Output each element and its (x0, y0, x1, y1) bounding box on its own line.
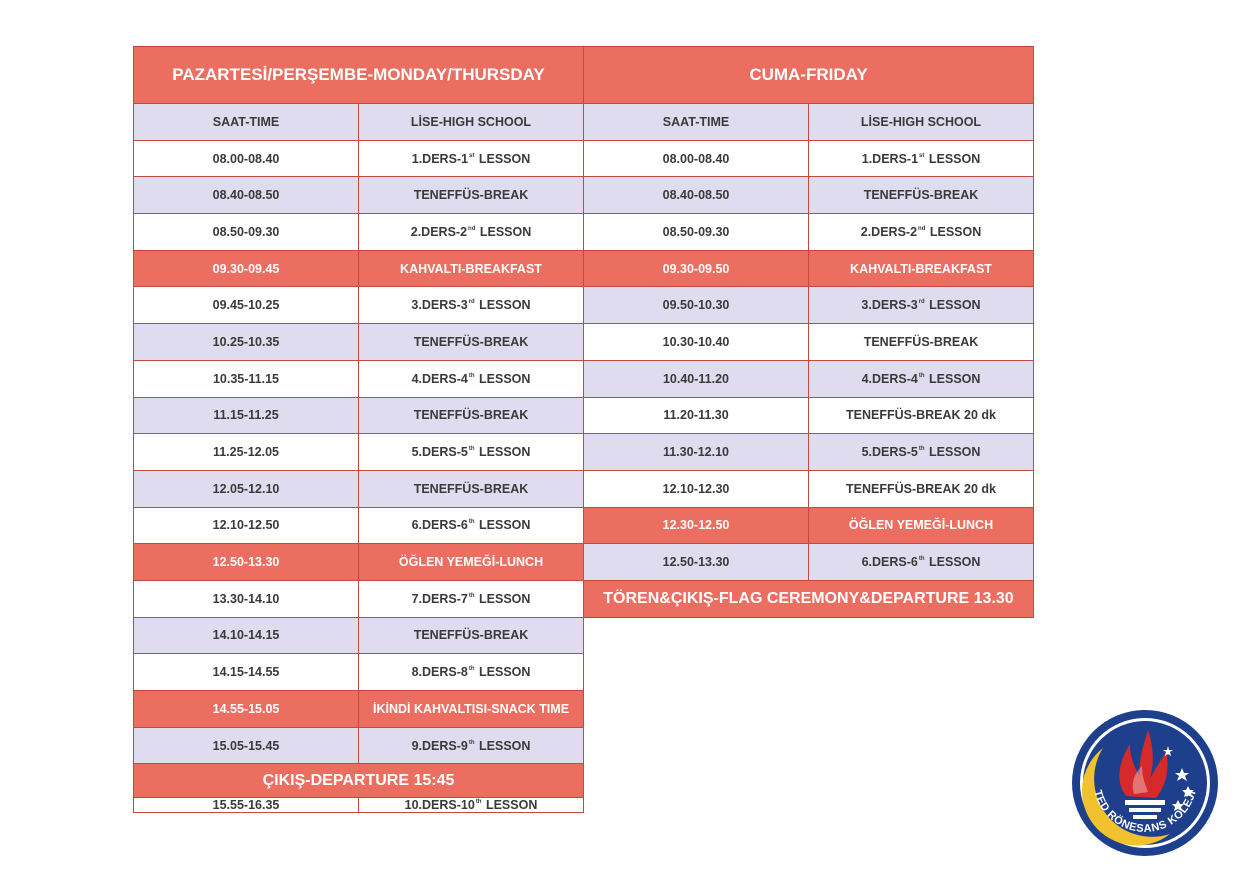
ordinal-suffix: th (468, 446, 475, 453)
activity-label: KAHVALTI-BREAKFAST (850, 261, 992, 276)
activity-cell (809, 287, 1034, 324)
time-cell: 12.50-13.30 (134, 544, 359, 581)
lesson-word: LESSON (925, 151, 981, 166)
time-cell: 11.20-11.30 (584, 398, 809, 435)
ordinal-suffix: th (468, 666, 475, 673)
ordinal-suffix: nd (918, 225, 926, 232)
activity-cell (809, 471, 1034, 508)
activity-cell (809, 324, 1034, 361)
column-header-school: LİSE-HIGH SCHOOL (809, 104, 1034, 141)
lesson-word: LESSON (925, 371, 981, 386)
ordinal-suffix: th (475, 799, 482, 806)
activity-label: 2.DERS-2 (860, 224, 918, 239)
column-header-school: LİSE-HIGH SCHOOL (359, 104, 584, 141)
time-cell: 12.10-12.30 (584, 471, 809, 508)
table-title: CUMA-FRIDAY (584, 47, 1034, 104)
ordinal-suffix: th (918, 556, 925, 563)
time-cell: 10.25-10.35 (134, 324, 359, 361)
ordinal-suffix: th (468, 739, 475, 746)
time-cell: 08.00-08.40 (584, 141, 809, 178)
activity-cell (809, 177, 1034, 214)
lesson-word: LESSON (475, 738, 531, 753)
activity-cell (809, 214, 1034, 251)
column-header-time: SAAT-TIME (584, 104, 809, 141)
activity-label: ÖĞLEN YEMEĞİ-LUNCH (398, 555, 544, 570)
ordinal-suffix: st (469, 152, 475, 159)
activity-cell (359, 398, 584, 435)
time-cell: 09.45-10.25 (134, 287, 359, 324)
time-cell: 14.55-15.05 (134, 691, 359, 728)
activity-cell (359, 251, 584, 288)
column-header-time: SAAT-TIME (134, 104, 359, 141)
time-cell: 09.30-09.50 (584, 251, 809, 288)
schedule-monday-thursday (133, 46, 584, 813)
activity-cell (359, 544, 584, 581)
activity-cell (359, 798, 584, 813)
ordinal-suffix: st (919, 152, 925, 159)
activity-cell (359, 728, 584, 765)
activity-label: 1.DERS-1 (861, 151, 919, 166)
ordinal-suffix: nd (468, 225, 476, 232)
activity-label: ÖĞLEN YEMEĞİ-LUNCH (848, 518, 994, 533)
lesson-word: LESSON (475, 151, 531, 166)
time-cell: 12.10-12.50 (134, 508, 359, 545)
activity-cell (359, 177, 584, 214)
time-cell: 09.50-10.30 (584, 287, 809, 324)
time-cell: 08.40-08.50 (584, 177, 809, 214)
activity-cell (359, 691, 584, 728)
time-cell: 13.30-14.10 (134, 581, 359, 618)
time-cell: 08.00-08.40 (134, 141, 359, 178)
activity-label: 5.DERS-5 (411, 445, 468, 460)
lesson-word: LESSON (476, 224, 532, 239)
lesson-word: LESSON (475, 591, 531, 606)
activity-label: 4.DERS-4 (861, 371, 918, 386)
schedule-friday (583, 46, 1034, 618)
time-cell: 12.05-12.10 (134, 471, 359, 508)
activity-label: 1.DERS-1 (411, 151, 469, 166)
ordinal-suffix: th (918, 372, 925, 379)
activity-label: 5.DERS-5 (861, 445, 918, 460)
time-cell: 11.30-12.10 (584, 434, 809, 471)
activity-label: 2.DERS-2 (410, 224, 468, 239)
lesson-word: LESSON (475, 665, 531, 680)
activity-cell (359, 471, 584, 508)
activity-label: TENEFFÜS-BREAK 20 dk (845, 408, 997, 423)
activity-label: TENEFFÜS-BREAK 20 dk (845, 481, 997, 496)
activity-label: 8.DERS-8 (411, 665, 468, 680)
activity-cell (809, 508, 1034, 545)
time-cell: 10.30-10.40 (584, 324, 809, 361)
activity-label: 9.DERS-9 (411, 738, 468, 753)
ordinal-suffix: th (468, 519, 475, 526)
activity-label: TENEFFÜS-BREAK (413, 188, 529, 203)
logo-text: TED RÖNESANS KOLEJİ (1091, 788, 1199, 836)
time-cell: 12.30-12.50 (584, 508, 809, 545)
lesson-word: LESSON (475, 298, 531, 313)
activity-cell (359, 324, 584, 361)
lesson-word: LESSON (926, 224, 982, 239)
lesson-word: LESSON (475, 445, 531, 460)
activity-label: KAHVALTI-BREAKFAST (400, 261, 542, 276)
activity-cell (359, 581, 584, 618)
departure-row: ÇIKIŞ-DEPARTURE 15:45 (134, 764, 584, 798)
activity-label: 3.DERS-3 (411, 298, 468, 313)
activity-cell (359, 618, 584, 655)
lesson-word: LESSON (925, 445, 981, 460)
activity-label: İKİNDİ KAHVALTISI-SNACK TIME (372, 701, 570, 716)
time-cell: 15.05-15.45 (134, 728, 359, 765)
ordinal-suffix: th (468, 592, 475, 599)
departure-row: TÖREN&ÇIKIŞ-FLAG CEREMONY&DEPARTURE 13.30 (584, 581, 1034, 618)
ordinal-suffix: th (918, 446, 925, 453)
time-cell: 10.35-11.15 (134, 361, 359, 398)
lesson-word: LESSON (475, 371, 531, 386)
lesson-word: LESSON (482, 798, 538, 813)
activity-label: TENEFFÜS-BREAK (413, 408, 529, 423)
activity-label: 6.DERS-6 (861, 555, 918, 570)
lesson-word: LESSON (925, 298, 981, 313)
activity-cell (359, 434, 584, 471)
time-cell: 15.55-16.35 (134, 798, 359, 813)
activity-cell (359, 508, 584, 545)
activity-cell (359, 287, 584, 324)
school-logo (1070, 708, 1220, 858)
activity-label: 4.DERS-4 (411, 371, 468, 386)
activity-cell (809, 141, 1034, 178)
ordinal-suffix: rd (918, 299, 925, 306)
activity-cell (809, 361, 1034, 398)
time-cell: 12.50-13.30 (584, 544, 809, 581)
activity-cell (359, 654, 584, 691)
activity-label: TENEFFÜS-BREAK (863, 334, 979, 349)
activity-label: 3.DERS-3 (861, 298, 918, 313)
activity-cell (809, 434, 1034, 471)
activity-label: 10.DERS-10 (404, 798, 475, 813)
activity-label: TENEFFÜS-BREAK (413, 481, 529, 496)
activity-cell (359, 361, 584, 398)
time-cell: 14.10-14.15 (134, 618, 359, 655)
activity-cell (809, 251, 1034, 288)
activity-cell (359, 214, 584, 251)
time-cell: 11.25-12.05 (134, 434, 359, 471)
activity-label: 6.DERS-6 (411, 518, 468, 533)
activity-label: TENEFFÜS-BREAK (863, 188, 979, 203)
ordinal-suffix: th (468, 372, 475, 379)
ordinal-suffix: rd (468, 299, 475, 306)
time-cell: 08.50-09.30 (584, 214, 809, 251)
activity-label: 7.DERS-7 (411, 591, 468, 606)
time-cell: 08.50-09.30 (134, 214, 359, 251)
time-cell: 14.15-14.55 (134, 654, 359, 691)
activity-label: TENEFFÜS-BREAK (413, 334, 529, 349)
activity-cell (809, 398, 1034, 435)
activity-cell (809, 544, 1034, 581)
lesson-word: LESSON (925, 555, 981, 570)
time-cell: 09.30-09.45 (134, 251, 359, 288)
activity-cell (359, 141, 584, 178)
time-cell: 10.40-11.20 (584, 361, 809, 398)
table-title: PAZARTESİ/PERŞEMBE-MONDAY/THURSDAY (134, 47, 584, 104)
activity-label: TENEFFÜS-BREAK (413, 628, 529, 643)
time-cell: 08.40-08.50 (134, 177, 359, 214)
lesson-word: LESSON (475, 518, 531, 533)
time-cell: 11.15-11.25 (134, 398, 359, 435)
